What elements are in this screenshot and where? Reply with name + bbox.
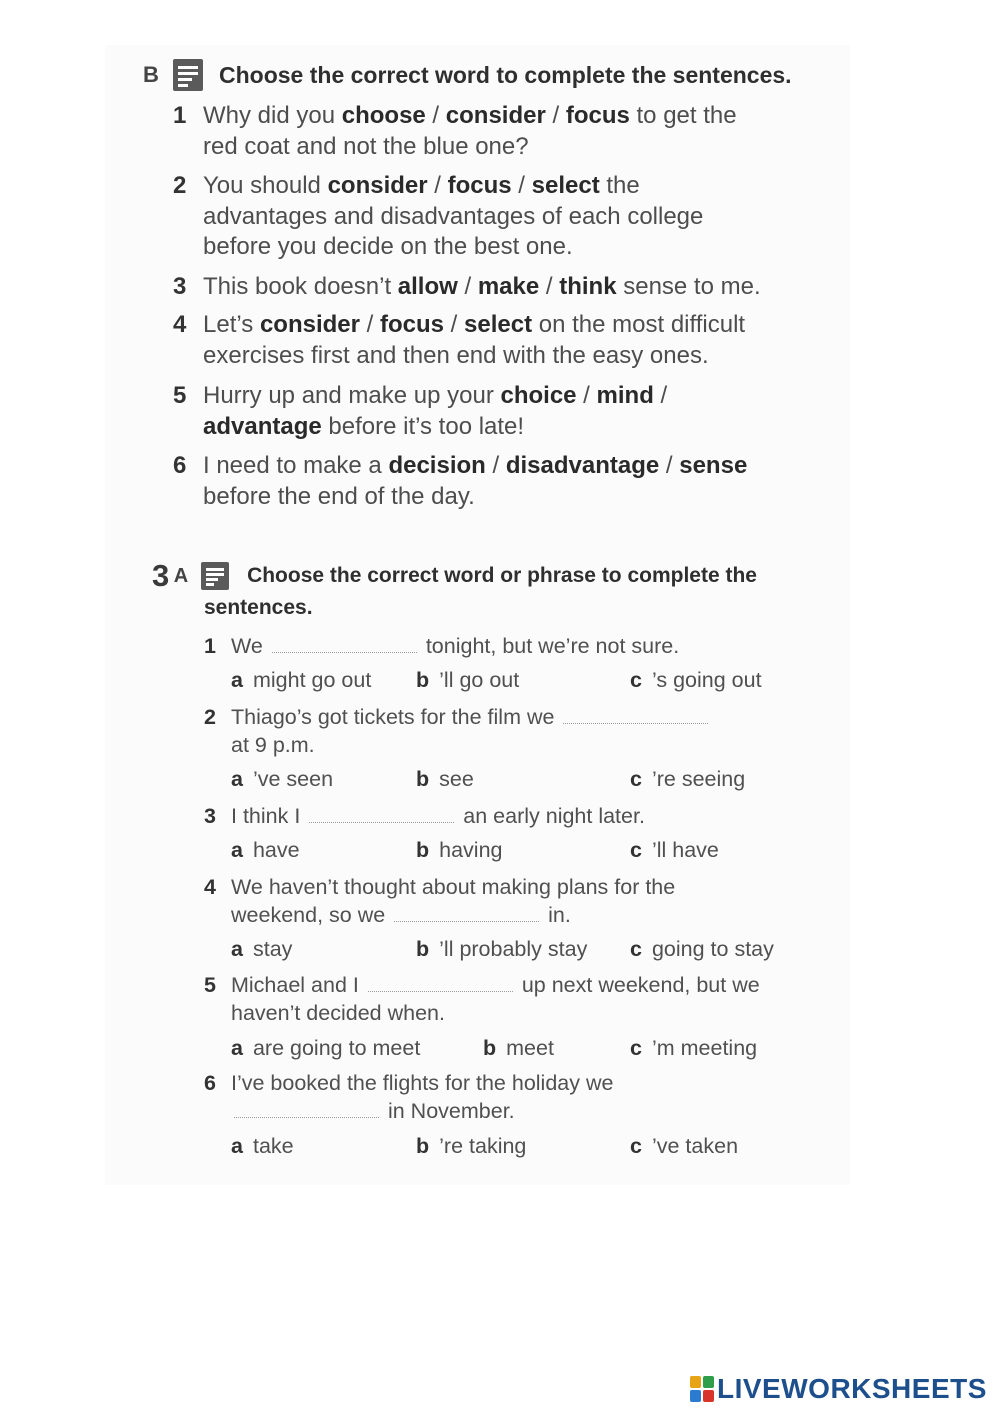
word-choice[interactable]: mind [596, 382, 654, 409]
answer-blank[interactable] [368, 975, 513, 992]
stem-line [231, 1098, 824, 1126]
section-b-item [173, 310, 853, 371]
sentence-text: / [545, 102, 566, 129]
sentence-text: before it’s too late! [321, 412, 525, 440]
sentence-text: / [539, 273, 560, 300]
question-stem [231, 874, 824, 929]
stem-text: up next weekend, but we [515, 973, 760, 997]
option-letter: b [483, 1036, 497, 1060]
section-3a-instruction-cont: sentences. [204, 596, 313, 619]
stem-text: weekend, so we [231, 902, 392, 927]
logo-text: LIVEWORKSHEETS [717, 1373, 987, 1404]
word-choice[interactable]: focus [447, 172, 512, 199]
word-choice[interactable]: sense [679, 452, 748, 479]
option-text: ’re taking [439, 1134, 527, 1158]
question [204, 972, 824, 1027]
item-text [203, 272, 853, 303]
answer-option[interactable] [231, 1036, 420, 1061]
option-text: meet [506, 1036, 554, 1060]
answer-option[interactable] [231, 838, 300, 863]
sentence-text: / [485, 452, 506, 479]
answer-option[interactable] [231, 668, 371, 693]
document-icon [201, 562, 229, 590]
option-text: having [439, 838, 503, 862]
stem-line [231, 704, 824, 732]
sentence-text: on the most difficult [532, 311, 746, 338]
word-choice[interactable]: consider [445, 102, 546, 129]
answer-blank[interactable] [563, 707, 708, 724]
sentence-text: / [659, 452, 680, 479]
option-text: ’m meeting [651, 1036, 758, 1060]
answer-option[interactable] [231, 767, 333, 792]
word-choice[interactable]: focus [379, 311, 444, 338]
question [204, 1070, 824, 1125]
word-choice[interactable]: think [559, 273, 617, 300]
word-choice[interactable]: decision [388, 452, 486, 479]
option-text: take [252, 1134, 294, 1158]
question-stem [231, 972, 824, 1027]
sentence-text: / [444, 311, 465, 338]
item-text [203, 101, 853, 162]
stem-line [231, 633, 824, 661]
item-line [203, 381, 853, 412]
option-text: stay [252, 937, 293, 961]
sentence-text: / [457, 273, 478, 300]
section-b-header [143, 58, 792, 92]
section-b-item [173, 451, 853, 512]
option-text: ’ve taken [651, 1134, 739, 1158]
answer-option[interactable] [416, 1134, 526, 1159]
answer-option[interactable] [630, 668, 762, 693]
sentence-text: This book doesn’t [203, 273, 398, 300]
option-letter: b [416, 838, 430, 862]
item-line [203, 482, 853, 513]
question [204, 633, 824, 661]
option-letter: c [630, 1134, 642, 1158]
option-letter: a [231, 937, 243, 961]
section-b-item [173, 272, 853, 303]
sentence-text: / [653, 382, 668, 409]
document-icon [173, 59, 203, 91]
option-letter: c [630, 1036, 642, 1060]
sentence-text: to get the [629, 102, 737, 129]
option-text: have [252, 838, 300, 862]
option-text: ’ve seen [252, 767, 334, 791]
option-text: might go out [252, 668, 372, 692]
item-line [203, 202, 853, 233]
sentence-text: Let’s [203, 311, 260, 338]
sentence-text: red coat and not the blue one? [203, 132, 529, 160]
word-choice[interactable]: disadvantage [505, 452, 660, 479]
option-letter: c [630, 767, 642, 791]
item-line [203, 412, 853, 443]
answer-option[interactable] [416, 937, 587, 962]
stem-line [231, 732, 824, 760]
answer-blank[interactable] [234, 1101, 379, 1118]
stem-text: I’ve booked the flights for the holiday we [231, 1071, 614, 1095]
answer-option[interactable] [630, 838, 719, 863]
word-choice[interactable]: consider [259, 311, 360, 338]
sentence-text: before the end of the day. [203, 482, 475, 510]
item-line [203, 132, 853, 163]
section-b-instruction: Choose the correct word to complete the sentences. [219, 61, 792, 88]
answer-blank[interactable] [309, 806, 454, 823]
option-text: ’ll go out [439, 668, 520, 692]
answer-blank[interactable] [394, 905, 539, 922]
sentence-text: before you decide on the best one. [203, 233, 573, 260]
section-3a-header [152, 558, 832, 619]
question-stem [231, 704, 824, 759]
word-choice[interactable]: consider [327, 172, 428, 199]
section-b-letter: B [143, 62, 159, 87]
option-letter: a [231, 1036, 243, 1060]
sentence-text: You should [203, 172, 328, 199]
option-letter: a [231, 668, 243, 692]
word-choice[interactable]: make [477, 273, 540, 300]
stem-line [231, 874, 824, 902]
answer-option[interactable] [630, 1134, 738, 1159]
sentence-text: the [599, 172, 640, 199]
question-number: 6 [204, 1071, 216, 1095]
option-letter: b [416, 668, 430, 692]
option-letter: c [630, 838, 642, 862]
logo-grid-icon [690, 1376, 714, 1402]
item-text [203, 310, 853, 371]
option-letter: c [630, 668, 642, 692]
sentence-text: / [425, 102, 446, 129]
stem-text: Thiago’s got tickets for the film we [231, 705, 561, 729]
word-choice[interactable]: choose [341, 102, 426, 129]
question-stem [231, 803, 824, 831]
question-number: 4 [204, 875, 216, 899]
option-letter: c [630, 937, 642, 961]
sentence-text: / [427, 172, 448, 199]
sentence-text: / [576, 382, 597, 409]
option-letter: b [416, 1134, 430, 1158]
item-line [203, 232, 853, 263]
section-b-item [173, 171, 853, 263]
option-text: ’re seeing [651, 767, 746, 791]
sentence-text: exercises first and then end with the easy ones. [203, 341, 709, 369]
word-choice[interactable]: advantage [203, 412, 322, 440]
stem-text: tonight, but we’re not sure. [419, 634, 680, 658]
answer-option[interactable] [416, 767, 474, 792]
liveworksheets-logo [690, 1372, 987, 1406]
option-text: ’ll have [651, 838, 719, 862]
stem-line [231, 1000, 824, 1028]
stem-text: at 9 p.m. [231, 732, 315, 757]
option-letter: b [416, 937, 430, 961]
stem-text: in November. [382, 1098, 515, 1123]
answer-option[interactable] [483, 1036, 554, 1061]
stem-line [231, 803, 824, 831]
answer-option[interactable] [416, 668, 519, 693]
stem-line [231, 972, 824, 1000]
option-letter: a [231, 838, 243, 862]
option-text: ’s going out [651, 668, 762, 692]
section-3a-instruction: Choose the correct word or phrase to complete the [247, 564, 757, 587]
question-number: 1 [204, 634, 216, 658]
question-stem [231, 1070, 824, 1125]
item-line [203, 101, 853, 132]
question-number: 3 [204, 804, 216, 828]
word-choice[interactable]: select [531, 172, 600, 199]
item-number: 3 [173, 273, 187, 300]
item-number: 4 [173, 311, 187, 338]
stem-text: haven’t decided when. [231, 1000, 445, 1025]
section-b-item [173, 101, 853, 162]
word-choice[interactable]: allow [397, 273, 458, 300]
item-number: 5 [173, 382, 187, 409]
exercise-number: 3 [152, 558, 170, 593]
item-line [203, 341, 853, 372]
option-text: ’ll probably stay [439, 937, 588, 961]
sentence-text: / [359, 311, 380, 338]
stem-text: in. [542, 902, 571, 927]
sentence-text: Why did you [203, 102, 342, 129]
option-text: are going to meet [252, 1036, 421, 1060]
item-line [203, 310, 853, 341]
sentence-text: advantages and disadvantages of each college [203, 202, 704, 230]
answer-option[interactable] [630, 1036, 757, 1061]
stem-text: I think I [231, 804, 307, 828]
item-number: 6 [173, 452, 187, 479]
section-b-item [173, 381, 853, 442]
question [204, 874, 824, 929]
question [204, 803, 824, 831]
answer-option[interactable] [231, 1134, 294, 1159]
answer-option[interactable] [231, 937, 292, 962]
sentence-text: sense to me. [616, 273, 761, 300]
word-choice[interactable]: choice [500, 382, 577, 409]
word-choice[interactable]: focus [565, 102, 630, 129]
item-text [203, 171, 853, 263]
exercise-letter: A [173, 564, 189, 587]
question [204, 704, 824, 759]
stem-text: an early night later. [457, 804, 645, 828]
item-number: 2 [173, 172, 187, 199]
answer-option[interactable] [416, 838, 503, 863]
question-number: 5 [204, 973, 216, 997]
item-text [203, 451, 853, 512]
sentence-text: I need to make a [203, 452, 389, 479]
word-choice[interactable]: select [464, 311, 533, 338]
item-number: 1 [173, 102, 187, 129]
question-stem [231, 633, 824, 661]
question-number: 2 [204, 705, 216, 729]
option-letter: b [416, 767, 430, 791]
item-line [203, 451, 853, 482]
stem-text: Michael and I [231, 973, 365, 997]
option-letter: a [231, 1134, 243, 1158]
option-letter: a [231, 767, 243, 791]
stem-line [231, 1070, 824, 1098]
stem-text: We [231, 634, 269, 658]
item-line [203, 272, 853, 303]
option-text: see [439, 767, 474, 791]
item-line [203, 171, 853, 202]
answer-blank[interactable] [272, 636, 417, 653]
stem-line [231, 902, 824, 930]
stem-text: We haven’t thought about making plans for the [231, 875, 676, 899]
option-text: going to stay [651, 937, 774, 961]
answer-option[interactable] [630, 767, 745, 792]
item-text [203, 381, 853, 442]
sentence-text: Hurry up and make up your [203, 382, 501, 409]
answer-option[interactable] [630, 937, 774, 962]
sentence-text: / [511, 172, 532, 199]
